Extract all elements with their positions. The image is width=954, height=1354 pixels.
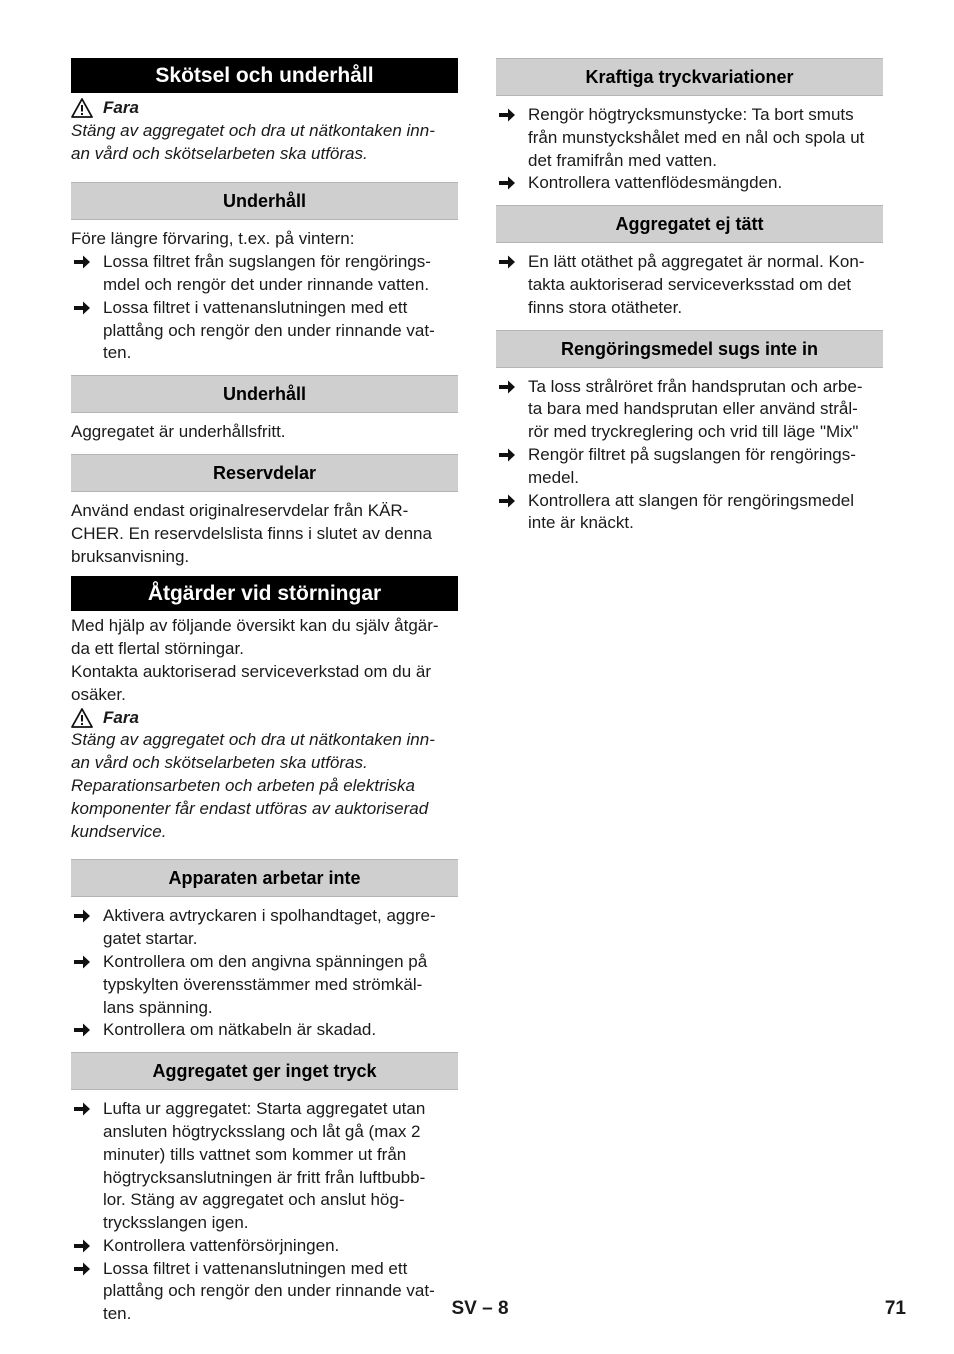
trouble-intro-line: da ett flertal störningar.: [71, 639, 244, 659]
list-item: En lätt otäthet på aggregatet är normal. Kon- takta auktoriserad serviceverksstad om det finns stora otätheter.: [496, 251, 883, 319]
warning-text-line: komponenter får endast utföras av auktoriserad: [71, 798, 429, 818]
list-item: Lossa filtret i vattenanslutningen med ett plattång och rengör den under rinnande vat- ten.: [71, 1258, 458, 1326]
warning-text-line: kundservice.: [71, 821, 167, 841]
subsection-title-apparaten: Apparaten arbetar inte: [71, 859, 458, 897]
rengoringsmedel-steps: [496, 376, 883, 536]
apparaten-steps: [71, 905, 458, 1042]
list-item: Rengör högtrycksmunstycke: Ta bort smuts från munstyckshålet med en nål och spola ut det framifrån med vatten.: [496, 104, 883, 172]
reservdelar-line: CHER. En reservdelslista finns i slutet av denna: [71, 523, 432, 543]
arrow-right-icon: [73, 1260, 91, 1278]
warning-text-line: Stäng av aggregatet och dra ut nätkontaken inn-: [71, 730, 435, 750]
arrow-right-icon: [498, 378, 516, 396]
list-item: Kontrollera om den angivna spänningen på typskylten överensstämmer med strömkäl- lans spänning.: [71, 951, 458, 1019]
arrow-right-icon: [73, 1021, 91, 1039]
warning-text-line: Reparationsarbeten och arbeten på elektriska: [71, 775, 415, 795]
arrow-right-icon: [73, 299, 91, 317]
arrow-right-icon: [498, 174, 516, 192]
list-item: Kontrollera vattenflödesmängden.: [496, 172, 883, 195]
arrow-right-icon: [73, 253, 91, 271]
subsection-title-inget-tryck: Aggregatet ger inget tryck: [71, 1052, 458, 1090]
subsection-title-reservdelar: Reservdelar: [71, 454, 458, 492]
subsection-title-underhall-2: Underhåll: [71, 375, 458, 413]
list-item: Ta loss strålröret från handsprutan och arbe- ta bara med handsprutan eller använd strål- rör med tryckreglering och vrid till läge "Mix": [496, 376, 883, 444]
danger-warning-title: [71, 97, 458, 120]
arrow-right-icon: [73, 953, 91, 971]
footer-section-label: SV – 8: [451, 1298, 509, 1319]
right-column: [496, 58, 883, 535]
underhall-intro: Före längre förvaring, t.ex. på vintern:: [71, 229, 355, 249]
warning-triangle-icon: [71, 708, 93, 728]
ej-tatt-steps: [496, 251, 883, 319]
section-title-troubleshooting: Åtgärder vid störningar: [71, 576, 458, 611]
list-item: Kontrollera att slangen för rengöringsmedel inte är knäckt.: [496, 490, 883, 536]
tryckvariationer-steps: [496, 104, 883, 195]
left-column: [71, 58, 458, 1326]
subsection-title-underhall: Underhåll: [71, 182, 458, 220]
subsection-title-tryckvariationer: Kraftiga tryckvariationer: [496, 58, 883, 96]
trouble-intro-line: Med hjälp av följande översikt kan du själv åtgär-: [71, 616, 439, 636]
underhall-text: Aggregatet är underhållsfritt.: [71, 422, 286, 442]
warning-label: Fara: [103, 98, 139, 117]
warning-text-line: an vård och skötselarbeten ska utföras.: [71, 753, 368, 773]
underhall-steps: [71, 251, 458, 365]
reservdelar-line: Använd endast originalreservdelar från KÄR-: [71, 500, 409, 520]
list-item: Aktivera avtryckaren i spolhandtaget, aggre- gatet startar.: [71, 905, 458, 951]
list-item: Rengör filtret på sugslangen för rengörings- medel.: [496, 444, 883, 490]
page-number: 71: [884, 1298, 906, 1319]
section-title-maintenance: Skötsel och underhåll: [71, 58, 458, 93]
arrow-right-icon: [73, 1100, 91, 1118]
list-item: Kontrollera om nätkabeln är skadad.: [71, 1019, 458, 1042]
danger-warning-title: [71, 707, 458, 730]
warning-triangle-icon: [71, 98, 93, 118]
warning-text-line: an vård och skötselarbeten ska utföras.: [71, 143, 368, 163]
arrow-right-icon: [498, 106, 516, 124]
arrow-right-icon: [498, 253, 516, 271]
warning-text-line: Stäng av aggregatet och dra ut nätkontaken inn-: [71, 120, 435, 140]
list-item: Lossa filtret i vattenanslutningen med ett plattång och rengör den under rinnande vat- ten.: [71, 297, 458, 365]
trouble-intro-line: Kontakta auktoriserad serviceverkstad om du är: [71, 661, 432, 681]
list-item: Lufta ur aggregatet: Starta aggregatet utan ansluten högtrycksslang och låt gå (max 2 minuter) tills vattnet som kommer ut från högtrycksanslutningen är fritt från luftbubb- lor. Stäng av aggregatet och anslut hög- trycksslangen igen.: [71, 1098, 458, 1235]
reservdelar-line: bruksanvisning.: [71, 546, 190, 566]
list-item: Kontrollera vattenförsörjningen.: [71, 1235, 458, 1258]
arrow-right-icon: [498, 446, 516, 464]
warning-label: Fara: [103, 707, 139, 727]
inget-tryck-steps: [71, 1098, 458, 1326]
arrow-right-icon: [498, 492, 516, 510]
subsection-title-ej-tatt: Aggregatet ej tätt: [496, 205, 883, 243]
list-item: Lossa filtret från sugslangen för rengörings- mdel och rengör det under rinnande vatten.: [71, 251, 458, 297]
subsection-title-rengoringsmedel: Rengöringsmedel sugs inte in: [496, 330, 883, 368]
arrow-right-icon: [73, 1237, 91, 1255]
trouble-intro-line: osäker.: [71, 684, 126, 704]
arrow-right-icon: [73, 907, 91, 925]
